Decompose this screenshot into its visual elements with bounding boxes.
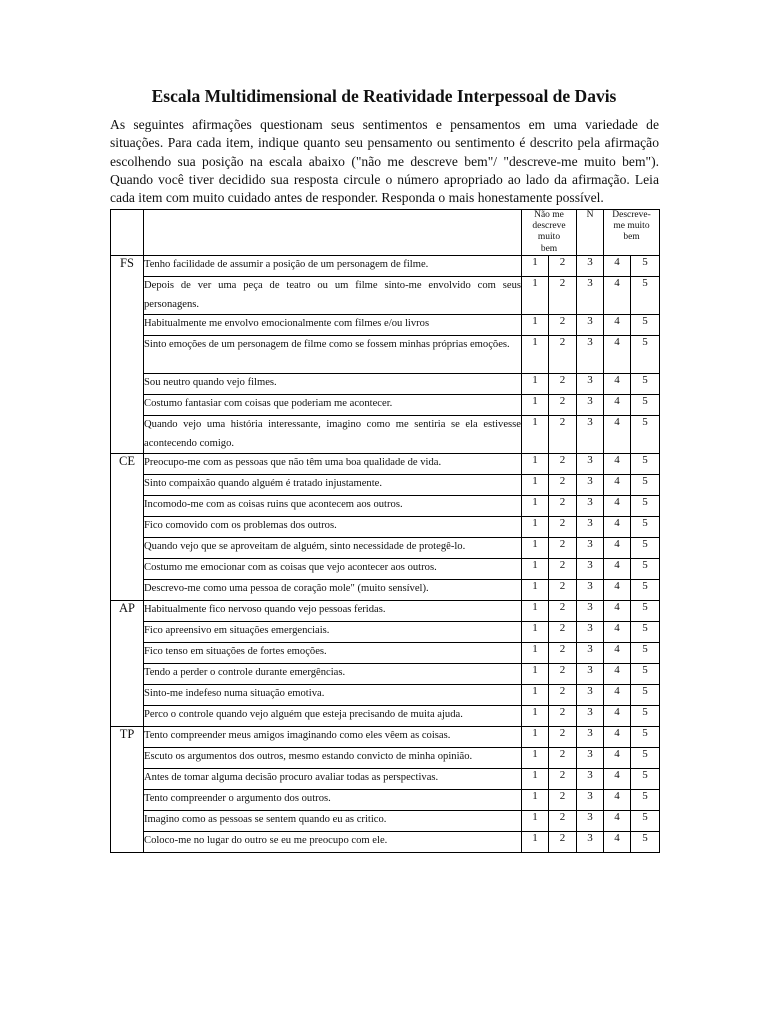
- rating-option-2[interactable]: 2: [549, 336, 577, 374]
- rating-option-5[interactable]: 5: [631, 643, 660, 664]
- rating-option-2[interactable]: 2: [549, 395, 577, 416]
- rating-option-5[interactable]: 5: [631, 454, 660, 475]
- rating-option-1[interactable]: 1: [522, 622, 549, 643]
- empathy-scale-table: [110, 209, 660, 853]
- rating-option-3[interactable]: 3: [577, 475, 604, 496]
- rating-option-3[interactable]: 3: [577, 395, 604, 416]
- rating-option-2[interactable]: 2: [549, 685, 577, 706]
- rating-option-3[interactable]: 3: [577, 374, 604, 395]
- rating-option-3[interactable]: 3: [577, 790, 604, 811]
- rating-option-1[interactable]: 1: [522, 727, 549, 748]
- rating-option-4[interactable]: 4: [604, 643, 631, 664]
- rating-option-2[interactable]: 2: [549, 580, 577, 601]
- item-statement: Tendo a perder o controle durante emergências.: [144, 664, 522, 685]
- item-statement: Quando vejo uma história interessante, imagino como me sentiria se ela estivesse acontecendo comigo.: [144, 416, 522, 454]
- item-statement: Descrevo-me como uma pessoa de coração mole" (muito sensível).: [144, 580, 522, 601]
- rating-option-5[interactable]: 5: [631, 727, 660, 748]
- rating-option-4[interactable]: 4: [604, 706, 631, 727]
- rating-option-5[interactable]: 5: [631, 336, 660, 374]
- rating-option-1[interactable]: 1: [522, 748, 549, 769]
- rating-option-1[interactable]: 1: [522, 454, 549, 475]
- rating-option-5[interactable]: 5: [631, 315, 660, 336]
- rating-option-4[interactable]: 4: [604, 559, 631, 580]
- rating-option-1[interactable]: 1: [522, 395, 549, 416]
- rating-option-2[interactable]: 2: [549, 790, 577, 811]
- rating-option-3[interactable]: 3: [577, 706, 604, 727]
- rating-option-5[interactable]: 5: [631, 685, 660, 706]
- rating-option-4[interactable]: 4: [604, 416, 631, 454]
- rating-option-4[interactable]: 4: [604, 601, 631, 622]
- table-row: [111, 706, 660, 727]
- rating-option-4[interactable]: 4: [604, 277, 631, 315]
- rating-option-1[interactable]: 1: [522, 374, 549, 395]
- rating-option-1[interactable]: 1: [522, 416, 549, 454]
- rating-option-1[interactable]: 1: [522, 643, 549, 664]
- table-row: [111, 315, 660, 336]
- rating-option-3[interactable]: 3: [577, 622, 604, 643]
- rating-option-1[interactable]: 1: [522, 277, 549, 315]
- rating-option-4[interactable]: 4: [604, 580, 631, 601]
- table-body: [111, 256, 660, 853]
- table-row: [111, 517, 660, 538]
- table-row: [111, 727, 660, 748]
- rating-option-3[interactable]: 3: [577, 416, 604, 454]
- item-statement: Tento compreender meus amigos imaginando como eles vêem as coisas.: [144, 727, 522, 748]
- table-row: [111, 475, 660, 496]
- rating-option-1[interactable]: 1: [522, 559, 549, 580]
- rating-option-1[interactable]: 1: [522, 336, 549, 374]
- rating-option-4[interactable]: 4: [604, 727, 631, 748]
- rating-option-3[interactable]: 3: [577, 580, 604, 601]
- item-statement: Fico apreensivo em situações emergenciais.: [144, 622, 522, 643]
- rating-option-2[interactable]: 2: [549, 374, 577, 395]
- rating-option-4[interactable]: 4: [604, 769, 631, 790]
- table-header-row: [111, 210, 660, 256]
- instructions-paragraph: As seguintes afirmações questionam seus sentimentos e pensamentos em uma variedade de situações. Para cada item, indique quanto seu pensamento ou sentimento é descrito pela afirmação escolhendo sua posição na escala abaixo ("não me descreve bem"/ "descreve-me muito bem"). Quando você tiver decidido sua resposta circule o número apropriado ao lado da afirmação. Leia cada item com muito cuidado antes de responder. Responda o mais honestamente possível.: [110, 117, 659, 206]
- item-statement: Costumo me emocionar com as coisas que vejo acontecer aos outros.: [144, 559, 522, 580]
- item-statement: Fico comovido com os problemas dos outros.: [144, 517, 522, 538]
- rating-option-2[interactable]: 2: [549, 496, 577, 517]
- rating-option-2[interactable]: 2: [549, 727, 577, 748]
- header-low-anchor: [522, 210, 577, 256]
- rating-option-1[interactable]: 1: [522, 256, 549, 277]
- rating-option-3[interactable]: 3: [577, 336, 604, 374]
- rating-option-1[interactable]: 1: [522, 496, 549, 517]
- header-high-anchor: [604, 210, 660, 256]
- header-high-anchor-text: Descreve-me muito bem: [612, 210, 651, 243]
- rating-option-1[interactable]: 1: [522, 538, 549, 559]
- subscale-code-tp: TP: [111, 727, 144, 853]
- rating-option-3[interactable]: 3: [577, 277, 604, 315]
- rating-option-4[interactable]: 4: [604, 748, 631, 769]
- rating-option-5[interactable]: 5: [631, 416, 660, 454]
- table-row: [111, 416, 660, 454]
- table-row: [111, 832, 660, 853]
- rating-option-1[interactable]: 1: [522, 517, 549, 538]
- table-row: [111, 538, 660, 559]
- item-statement: Sou neutro quando vejo filmes.: [144, 374, 522, 395]
- rating-option-1[interactable]: 1: [522, 664, 549, 685]
- rating-option-5[interactable]: 5: [631, 706, 660, 727]
- rating-option-3[interactable]: 3: [577, 769, 604, 790]
- rating-option-5[interactable]: 5: [631, 811, 660, 832]
- rating-option-2[interactable]: 2: [549, 664, 577, 685]
- rating-option-1[interactable]: 1: [522, 601, 549, 622]
- table-row: [111, 622, 660, 643]
- rating-option-4[interactable]: 4: [604, 256, 631, 277]
- rating-option-2[interactable]: 2: [549, 256, 577, 277]
- item-statement: Sinto-me indefeso numa situação emotiva.: [144, 685, 522, 706]
- rating-option-1[interactable]: 1: [522, 685, 549, 706]
- rating-option-3[interactable]: 3: [577, 748, 604, 769]
- rating-option-1[interactable]: 1: [522, 475, 549, 496]
- rating-option-5[interactable]: 5: [631, 374, 660, 395]
- rating-option-1[interactable]: 1: [522, 811, 549, 832]
- rating-option-2[interactable]: 2: [549, 559, 577, 580]
- rating-option-1[interactable]: 1: [522, 790, 549, 811]
- item-statement: Imagino como as pessoas se sentem quando eu as critico.: [144, 811, 522, 832]
- rating-option-4[interactable]: 4: [604, 454, 631, 475]
- rating-option-5[interactable]: 5: [631, 496, 660, 517]
- rating-option-4[interactable]: 4: [604, 395, 631, 416]
- rating-option-3[interactable]: 3: [577, 601, 604, 622]
- rating-option-5[interactable]: 5: [631, 769, 660, 790]
- table-row: [111, 395, 660, 416]
- rating-option-4[interactable]: 4: [604, 496, 631, 517]
- item-statement: Preocupo-me com as pessoas que não têm uma boa qualidade de vida.: [144, 454, 522, 475]
- rating-option-4[interactable]: 4: [604, 622, 631, 643]
- rating-option-5[interactable]: 5: [631, 580, 660, 601]
- item-statement: Costumo fantasiar com coisas que poderiam me acontecer.: [144, 395, 522, 416]
- item-statement: Habitualmente me envolvo emocionalmente com filmes e/ou livros: [144, 315, 522, 336]
- table-row: [111, 811, 660, 832]
- rating-option-1[interactable]: 1: [522, 315, 549, 336]
- item-statement: Tenho facilidade de assumir a posição de um personagem de filme.: [144, 256, 522, 277]
- rating-option-4[interactable]: 4: [604, 790, 631, 811]
- table-row: [111, 374, 660, 395]
- rating-option-3[interactable]: 3: [577, 664, 604, 685]
- rating-option-2[interactable]: 2: [549, 811, 577, 832]
- rating-option-3[interactable]: 3: [577, 727, 604, 748]
- rating-option-5[interactable]: 5: [631, 748, 660, 769]
- rating-option-5[interactable]: 5: [631, 256, 660, 277]
- rating-option-5[interactable]: 5: [631, 517, 660, 538]
- table-row: [111, 769, 660, 790]
- rating-option-3[interactable]: 3: [577, 811, 604, 832]
- rating-option-5[interactable]: 5: [631, 475, 660, 496]
- rating-option-3[interactable]: 3: [577, 315, 604, 336]
- rating-option-4[interactable]: 4: [604, 685, 631, 706]
- document-title: Escala Multidimensional de Reatividade Interpessoal de Davis: [151, 86, 617, 106]
- table-row: [111, 790, 660, 811]
- item-statement: Habitualmente fico nervoso quando vejo pessoas feridas.: [144, 601, 522, 622]
- rating-option-5[interactable]: 5: [631, 559, 660, 580]
- item-statement: Depois de ver uma peça de teatro ou um filme sinto-me envolvido com seus personagens.: [144, 277, 522, 315]
- rating-option-2[interactable]: 2: [549, 416, 577, 454]
- rating-option-2[interactable]: 2: [549, 748, 577, 769]
- table-row: [111, 685, 660, 706]
- rating-option-2[interactable]: 2: [549, 769, 577, 790]
- table-row: [111, 277, 660, 315]
- rating-option-2[interactable]: 2: [549, 277, 577, 315]
- rating-option-5[interactable]: 5: [631, 622, 660, 643]
- rating-option-4[interactable]: 4: [604, 811, 631, 832]
- rating-option-2[interactable]: 2: [549, 832, 577, 853]
- rating-option-4[interactable]: 4: [604, 336, 631, 374]
- item-statement: Incomodo-me com as coisas ruins que acontecem aos outros.: [144, 496, 522, 517]
- rating-option-5[interactable]: 5: [631, 395, 660, 416]
- subscale-code-ap: AP: [111, 601, 144, 727]
- rating-option-1[interactable]: 1: [522, 832, 549, 853]
- rating-option-4[interactable]: 4: [604, 374, 631, 395]
- rating-option-5[interactable]: 5: [631, 832, 660, 853]
- table-row: [111, 256, 660, 277]
- item-statement: Sinto emoções de um personagem de filme como se fossem minhas próprias emoções.: [144, 336, 522, 374]
- table-row: [111, 454, 660, 475]
- table-row: [111, 559, 660, 580]
- subscale-code-fs: FS: [111, 256, 144, 454]
- table-row: [111, 601, 660, 622]
- rating-option-3[interactable]: 3: [577, 685, 604, 706]
- rating-option-4[interactable]: 4: [604, 315, 631, 336]
- item-statement: Sinto compaixão quando alguém é tratado injustamente.: [144, 475, 522, 496]
- rating-option-3[interactable]: 3: [577, 559, 604, 580]
- rating-option-2[interactable]: 2: [549, 475, 577, 496]
- rating-option-1[interactable]: 1: [522, 769, 549, 790]
- rating-option-5[interactable]: 5: [631, 538, 660, 559]
- rating-option-4[interactable]: 4: [604, 664, 631, 685]
- rating-option-2[interactable]: 2: [549, 454, 577, 475]
- header-neutral: N: [577, 210, 604, 256]
- item-statement: Coloco-me no lugar do outro se eu me preocupo com ele.: [144, 832, 522, 853]
- item-statement: Tento compreender o argumento dos outros.: [144, 790, 522, 811]
- rating-option-3[interactable]: 3: [577, 517, 604, 538]
- rating-option-5[interactable]: 5: [631, 664, 660, 685]
- rating-option-4[interactable]: 4: [604, 475, 631, 496]
- rating-option-3[interactable]: 3: [577, 496, 604, 517]
- table-row: [111, 580, 660, 601]
- item-statement: Perco o controle quando vejo alguém que esteja precisando de muita ajuda.: [144, 706, 522, 727]
- item-statement: Antes de tomar alguma decisão procuro avaliar todas as perspectivas.: [144, 769, 522, 790]
- table-row: [111, 496, 660, 517]
- item-statement: Quando vejo que se aproveitam de alguém, sinto necessidade de protegê-lo.: [144, 538, 522, 559]
- table-row: [111, 643, 660, 664]
- rating-option-5[interactable]: 5: [631, 277, 660, 315]
- rating-option-2[interactable]: 2: [549, 706, 577, 727]
- header-blank-code: [111, 210, 144, 256]
- rating-option-3[interactable]: 3: [577, 832, 604, 853]
- header-low-anchor-text: Não me descreve muito bem: [532, 210, 566, 254]
- rating-option-5[interactable]: 5: [631, 601, 660, 622]
- table-row: [111, 748, 660, 769]
- rating-option-2[interactable]: 2: [549, 517, 577, 538]
- rating-option-4[interactable]: 4: [604, 517, 631, 538]
- rating-option-3[interactable]: 3: [577, 454, 604, 475]
- rating-option-1[interactable]: 1: [522, 580, 549, 601]
- rating-option-3[interactable]: 3: [577, 643, 604, 664]
- rating-option-5[interactable]: 5: [631, 790, 660, 811]
- rating-option-2[interactable]: 2: [549, 622, 577, 643]
- rating-option-4[interactable]: 4: [604, 832, 631, 853]
- rating-option-3[interactable]: 3: [577, 538, 604, 559]
- item-statement: Fico tenso em situações de fortes emoções.: [144, 643, 522, 664]
- rating-option-4[interactable]: 4: [604, 538, 631, 559]
- subscale-code-ce: CE: [111, 454, 144, 601]
- rating-option-3[interactable]: 3: [577, 256, 604, 277]
- item-statement: Escuto os argumentos dos outros, mesmo estando convicto de minha opinião.: [144, 748, 522, 769]
- table-row: [111, 336, 660, 374]
- rating-option-2[interactable]: 2: [549, 643, 577, 664]
- rating-option-2[interactable]: 2: [549, 601, 577, 622]
- rating-option-1[interactable]: 1: [522, 706, 549, 727]
- table-row: [111, 664, 660, 685]
- header-blank-item: [144, 210, 522, 256]
- rating-option-2[interactable]: 2: [549, 538, 577, 559]
- rating-option-2[interactable]: 2: [549, 315, 577, 336]
